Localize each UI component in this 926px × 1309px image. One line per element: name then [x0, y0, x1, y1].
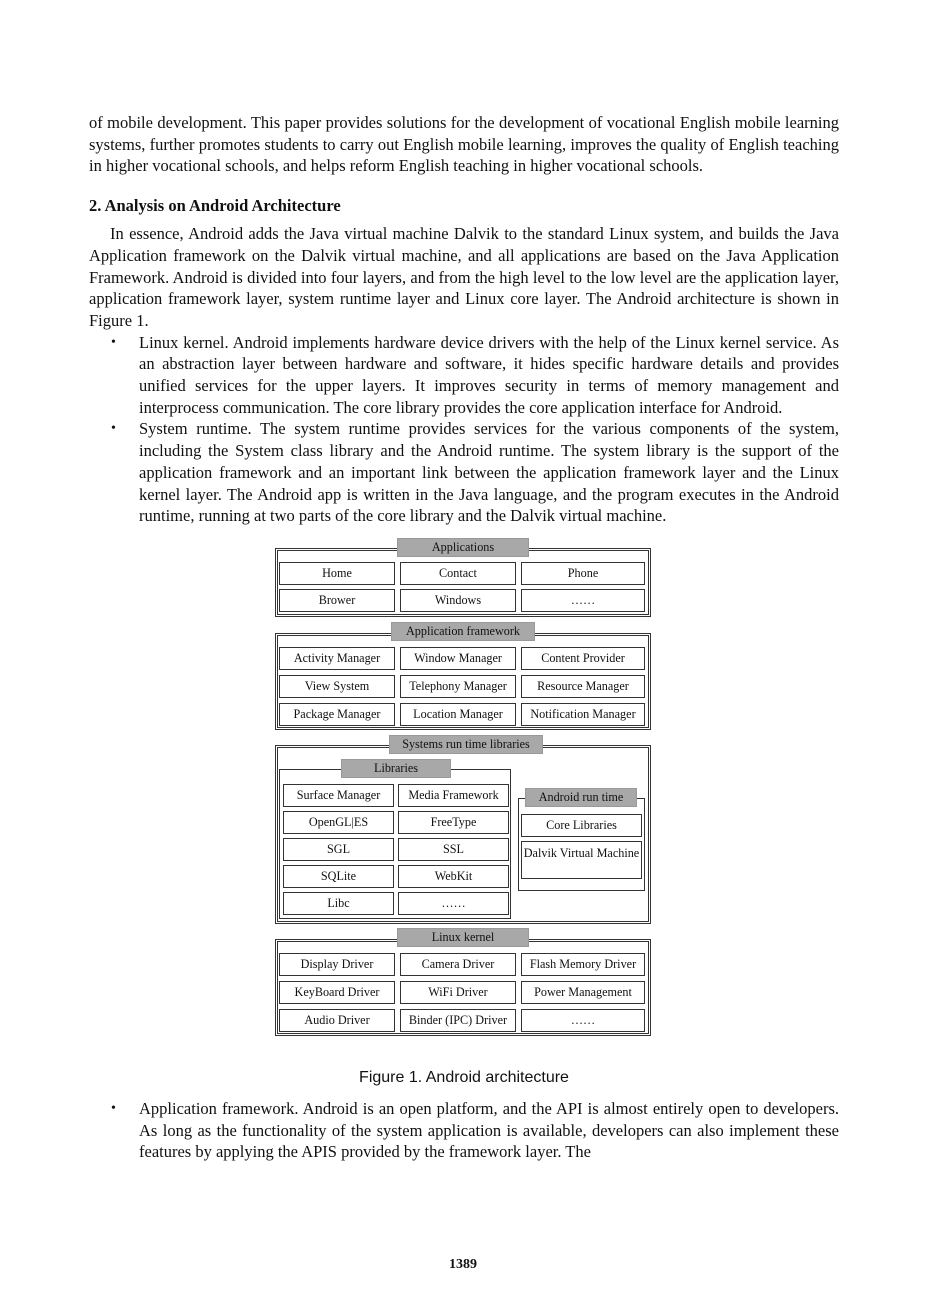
android-architecture-figure — [275, 538, 651, 1028]
diagram-box: Location Manager — [400, 703, 516, 726]
bullet-list-top — [89, 332, 839, 527]
diagram-box: Display Driver — [279, 953, 395, 976]
diagram-box: Contact — [400, 562, 516, 585]
framework-layer-title: Application framework — [391, 622, 535, 641]
page-content — [89, 112, 839, 1163]
diagram-box: …… — [521, 1009, 645, 1032]
android-runtime-title: Android run time — [525, 788, 637, 807]
bullet-item-app-framework — [89, 1098, 839, 1163]
diagram-box: Dalvik Virtual Machine — [521, 841, 642, 879]
diagram-box: Resource Manager — [521, 675, 645, 698]
diagram-box: Libc — [283, 892, 394, 915]
diagram-box: Core Libraries — [521, 814, 642, 837]
bullet-text: Application framework. Android is an open platform, and the API is almost entirely open to developers. As long as the functionality of the system application is available, developers can also implement these features by applying the APIS provided by the framework layer. The — [139, 1098, 839, 1162]
diagram-box: Media Framework — [398, 784, 509, 807]
section-heading: 2. Analysis on Android Architecture — [89, 196, 341, 216]
diagram-box: Power Management — [521, 981, 645, 1004]
runtime-layer-title: Systems run time libraries — [389, 735, 543, 754]
diagram-box: Brower — [279, 589, 395, 612]
figure-caption: Figure 1. Android architecture — [359, 1068, 569, 1086]
diagram-box: Package Manager — [279, 703, 395, 726]
diagram-box: SSL — [398, 838, 509, 861]
diagram-box: Binder (IPC) Driver — [400, 1009, 516, 1032]
intro-paragraph: of mobile development. This paper provides solutions for the development of vocational English mobile learning systems, further promotes students to carry out English mobile learning, improves the quality of English teaching in higher vocational schools, and helps reform English teaching in higher vocational schools. — [89, 113, 839, 176]
diagram-box: Activity Manager — [279, 647, 395, 670]
diagram-box: SQLite — [283, 865, 394, 888]
diagram-box: Phone — [521, 562, 645, 585]
diagram-box: Notification Manager — [521, 703, 645, 726]
diagram-box: …… — [398, 892, 509, 915]
kernel-layer-title: Linux kernel — [397, 928, 529, 947]
bullet-text: System runtime. The system runtime provides services for the various components of the system, including the System class library and the Android runtime. The system library is the support of the application framework and an important link between the application framework layer and the Linux kernel layer. The Android app is written in the Java language, and the program executes in the Android runtime, running at two parts of the core library and the Dalvik virtual machine. — [139, 419, 839, 526]
diagram-box: SGL — [283, 838, 394, 861]
diagram-box: …… — [521, 589, 645, 612]
diagram-box: Content Provider — [521, 647, 645, 670]
bullet-icon: • — [111, 334, 116, 350]
bullet-text: Linux kernel. Android implements hardware device drivers with the help of the Linux kernel service. As an abstraction layer between hardware and software, it hides specific hardware details and provides unified services for the upper layers. It improves security in terms of memory management and interprocess communication. The core library provides the core application interface for Android. — [139, 332, 839, 417]
diagram-box: Flash Memory Driver — [521, 953, 645, 976]
diagram-box: Audio Driver — [279, 1009, 395, 1032]
bullet-list-bottom — [89, 1098, 839, 1163]
page-number: 1389 — [449, 1257, 477, 1272]
diagram-box: WiFi Driver — [400, 981, 516, 1004]
diagram-box: Windows — [400, 589, 516, 612]
diagram-box: FreeType — [398, 811, 509, 834]
diagram-box: Telephony Manager — [400, 675, 516, 698]
section-paragraph: In essence, Android adds the Java virtual machine Dalvik to the standard Linux system, and builds the Java Application framework on the Dalvik virtual machine, and all applications are based on the Java Application Framework. Android is divided into four layers, and from the high level to the low level are the application layer, application framework layer, system runtime layer and Linux core layer. The Android architecture is shown in Figure 1. — [89, 224, 839, 330]
diagram-box: WebKit — [398, 865, 509, 888]
bullet-icon: • — [111, 1100, 116, 1116]
bullet-item-system-runtime — [89, 418, 839, 527]
bullet-item-linux-kernel — [89, 332, 839, 419]
diagram-box: Home — [279, 562, 395, 585]
diagram-box: KeyBoard Driver — [279, 981, 395, 1004]
bullet-icon: • — [111, 421, 116, 437]
diagram-box: Window Manager — [400, 647, 516, 670]
diagram-box: Surface Manager — [283, 784, 394, 807]
diagram-box: Camera Driver — [400, 953, 516, 976]
libraries-title: Libraries — [341, 759, 451, 778]
applications-layer-title: Applications — [397, 538, 529, 557]
diagram-box: OpenGL|ES — [283, 811, 394, 834]
diagram-box: View System — [279, 675, 395, 698]
